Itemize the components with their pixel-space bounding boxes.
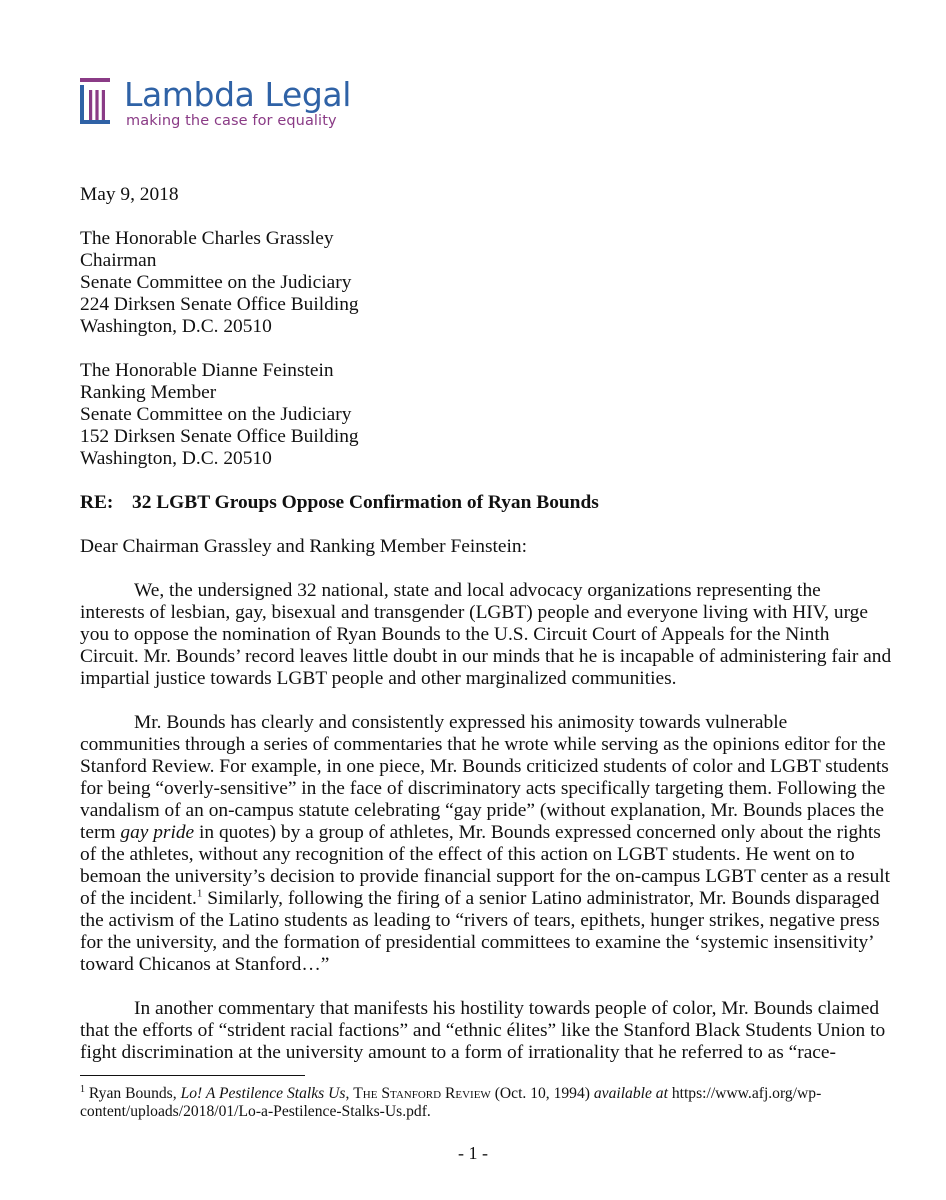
paragraph-line: that the efforts of “strident racial factions” and “ethnic élites” like the Stanford Black Students Union to	[80, 1020, 886, 1041]
paragraph-line: of the athletes, without any recognition of the effect of this action on LGBT students. He went on to	[80, 844, 855, 865]
address-line: Washington, D.C. 20510	[80, 316, 272, 337]
paragraph-line: toward Chicanos at Stanford…”	[80, 954, 330, 975]
address-line: 224 Dirksen Senate Office Building	[80, 294, 359, 315]
paragraph-line: impartial justice towards LGBT people and other marginalized communities.	[80, 668, 677, 689]
paragraph-line: We, the undersigned 32 national, state and local advocacy organizations representing the	[134, 580, 821, 601]
page-number: - 1 -	[458, 1143, 488, 1163]
org-name: Lambda Legal	[124, 75, 352, 114]
footnote-number: 1	[80, 1083, 85, 1095]
paragraph-line: the activism of the Latino students as leading to “rivers of tears, epithets, hunger strikes, negative press	[80, 910, 880, 931]
address-line: Ranking Member	[80, 382, 217, 403]
address-line: The Honorable Dianne Feinstein	[80, 360, 334, 381]
paragraph-line: term gay pride in quotes) by a group of athletes, Mr. Bounds expressed concerned only about the rights	[80, 822, 881, 843]
footnote-line: $^1$ Ryan Bounds, Lo! A Pestilence Stalks Us, The Stanford Review (Oct. 10, 1994) available at https://www.afj.org/wp-	[80, 1083, 822, 1102]
footnote-reference: 1	[196, 887, 203, 900]
address-line: Chairman	[80, 250, 157, 271]
address-line: Senate Committee on the Judiciary	[80, 404, 352, 425]
recipient-address-1	[80, 228, 880, 338]
footnote-separator	[80, 1075, 305, 1076]
paragraph-1	[80, 580, 892, 690]
paragraph-line: you to oppose the nomination of Ryan Bounds to the U.S. Circuit Court of Appeals for the Ninth	[80, 624, 830, 645]
footnote-1	[80, 1085, 880, 1121]
paragraph-3	[80, 998, 886, 1064]
footnote-line: content/uploads/2018/01/Lo-a-Pestilence-Stalks-Us.pdf.	[80, 1103, 431, 1120]
subject-line	[80, 492, 880, 514]
paragraph-line: communities through a series of commentaries that he wrote while serving as the opinions editor for the	[80, 734, 886, 755]
org-tagline: making the case for equality	[126, 113, 337, 129]
paragraph-line: fight discrimination at the university amount to a form of irrationality that he referred to as “race-	[80, 1042, 836, 1063]
paragraph-line: Stanford Review. For example, in one piece, Mr. Bounds criticized students of color and LGBT students	[80, 756, 889, 777]
lambda-legal-logo	[80, 75, 400, 130]
paragraph-line: interests of lesbian, gay, bisexual and transgender (LGBT) people and everyone living with HIV, urge	[80, 602, 868, 623]
italic-text: Lo! A Pestilence Stalks Us	[180, 1085, 346, 1102]
paragraph-line: for the university, and the formation of presidential committees to examine the ‘systemic insensitivity’	[80, 932, 875, 953]
lambda-legal-pillar-icon	[80, 78, 114, 128]
paragraph-line: In another commentary that manifests his hostility towards people of color, Mr. Bounds claimed	[134, 998, 880, 1019]
paragraph-line: of the incident.$^1$ Similarly, following the firing of a senior Latino administrator, Mr. Bounds disparaged	[80, 887, 880, 909]
paragraph-line: bemoan the university’s decision to provide financial support for the on-campus LGBT center as a result	[80, 866, 891, 887]
subject-text: 32 LGBT Groups Oppose Confirmation of Ryan Bounds	[132, 492, 599, 513]
recipient-address-2	[80, 360, 880, 470]
publication-name: The Stanford Review	[353, 1085, 491, 1102]
paragraph-line: for being “overly-sensitive” in the face of discriminatory acts specifically targeting them. Following the	[80, 778, 886, 799]
address-line: Washington, D.C. 20510	[80, 448, 272, 469]
italic-text: available at	[593, 1085, 668, 1102]
address-line: The Honorable Charles Grassley	[80, 228, 334, 249]
salutation: Dear Chairman Grassley and Ranking Member Feinstein:	[80, 536, 527, 557]
paragraph-line: Mr. Bounds has clearly and consistently expressed his animosity towards vulnerable	[134, 712, 788, 733]
italic-text: gay pride	[120, 822, 195, 843]
address-line: Senate Committee on the Judiciary	[80, 272, 352, 293]
paragraph-line: Circuit. Mr. Bounds’ record leaves little doubt in our minds that he is incapable of administering fair and	[80, 646, 892, 667]
letter-date: May 9, 2018	[80, 184, 179, 205]
paragraph-line: vandalism of an on-campus statute celebrating “gay pride” (without explanation, Mr. Bounds places the	[80, 800, 884, 821]
address-line: 152 Dirksen Senate Office Building	[80, 426, 359, 447]
paragraph-2	[80, 712, 891, 976]
subject-label: RE:	[80, 492, 114, 513]
letter-body	[80, 184, 892, 1086]
